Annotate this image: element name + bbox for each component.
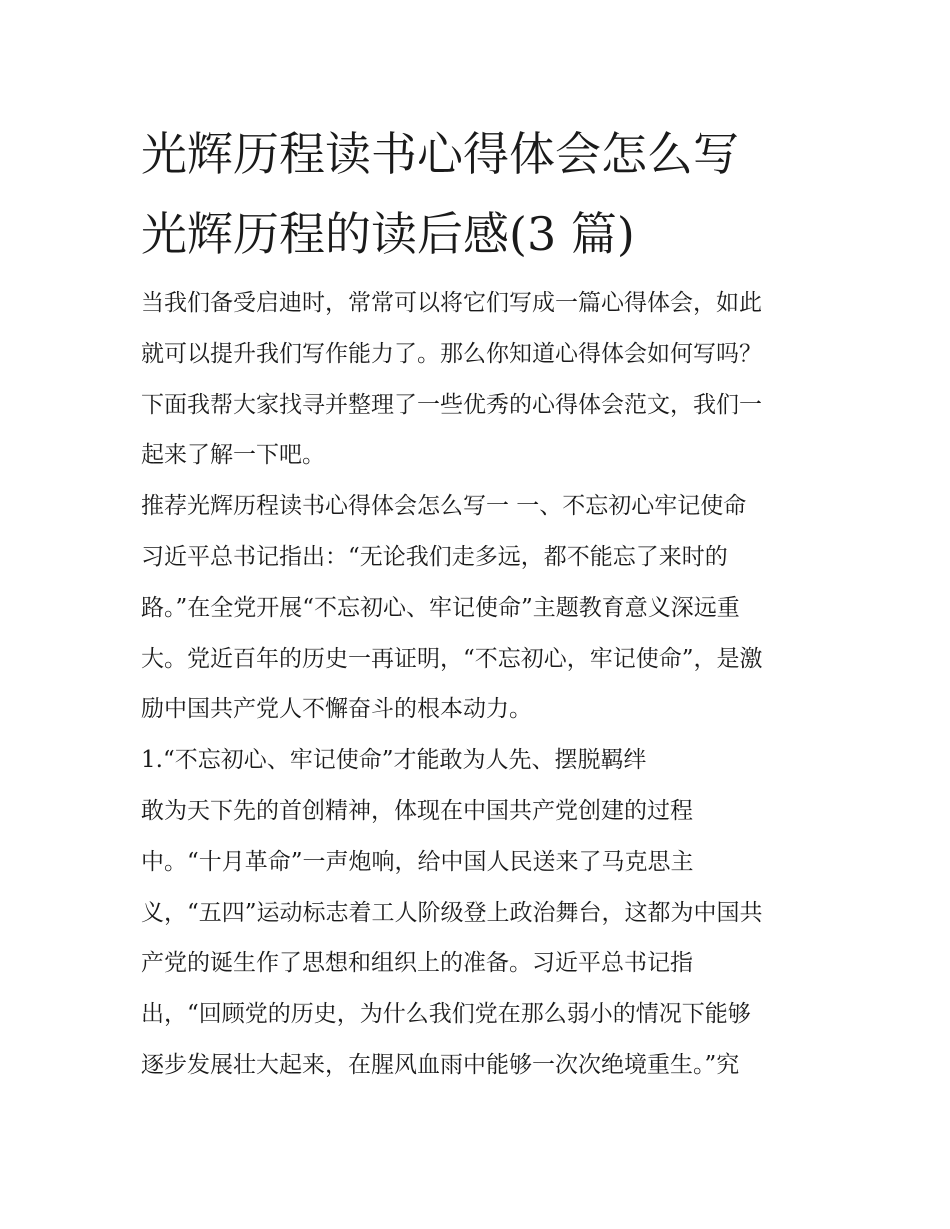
body-line: 就可以提升我们写作能力了。那么你知道心得体会如何写吗？ xyxy=(141,340,762,367)
body-line: 当我们备受启迪时，常常可以将它们写成一篇心得体会，如此 xyxy=(141,290,762,316)
body-line: 起来了解一下吧。 xyxy=(141,442,325,469)
body-line: 推荐光辉历程读书心得体会怎么写一 一、不忘初心牢记使命 xyxy=(141,493,747,520)
document-body xyxy=(141,278,831,1091)
body-line: 中。“十月革命”一声炮响，给中国人民送来了马克思主 xyxy=(141,848,694,875)
body-line: 路。”在全党开展“不忘初心、牢记使命”主题教育意义深远重 xyxy=(141,594,740,621)
body-line: 习近平总书记指出：“无论我们走多远，都不能忘了来时的 xyxy=(141,543,728,570)
document-title xyxy=(141,114,841,274)
body-line: 大。党近百年的历史一再证明，“不忘初心，牢记使命”，是激 xyxy=(141,645,763,672)
body-line: 产党的诞生作了思想和组织上的准备。习近平总书记指 xyxy=(141,950,693,977)
body-line: 1.“不忘初心、牢记使命”才能敢为人先、摆脱羁绊 xyxy=(141,747,647,774)
body-line: 出，“回顾党的历史，为什么我们党在那么弱小的情况下能够 xyxy=(141,1001,751,1028)
body-line: 敢为天下先的首创精神，体现在中国共产党创建的过程 xyxy=(141,797,693,824)
body-line: 下面我帮大家找寻并整理了一些优秀的心得体会范文，我们一 xyxy=(141,391,762,418)
body-line: 励中国共产党人不懈奋斗的根本动力。 xyxy=(141,696,532,723)
body-line: 义，“五四”运动标志着工人阶级登上政治舞台，这都为中国共 xyxy=(141,899,763,926)
title-line-1: 光辉历程读书心得体会怎么写 xyxy=(141,127,739,181)
title-line-2: 光辉历程的读后感(3 篇) xyxy=(141,207,635,261)
body-line: 逐步发展壮大起来，在腥风血雨中能够一次次绝境重生。”究 xyxy=(141,1051,740,1078)
